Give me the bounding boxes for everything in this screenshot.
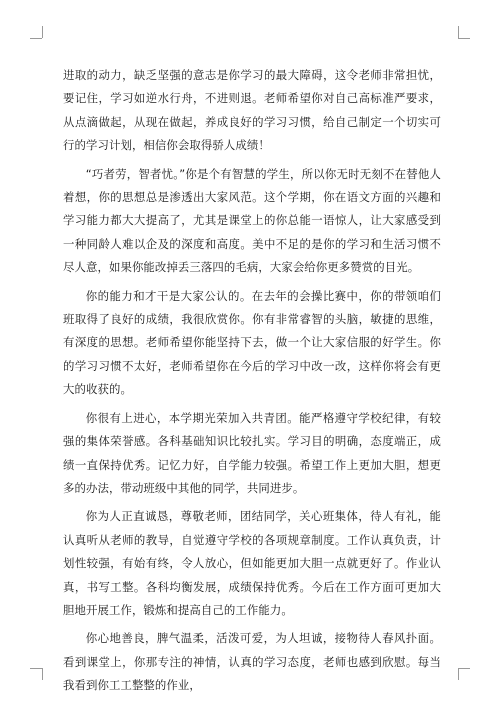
crop-mark-bottom-right-vertical: [458, 668, 459, 680]
crop-mark-bottom-left-horizontal: [30, 668, 42, 669]
crop-mark-top-right-horizontal: [458, 38, 470, 39]
crop-mark-top-right-vertical: [458, 26, 459, 38]
document-body: [63, 64, 441, 703]
paragraph-comment-2: “巧者劳，智者忧。”你是个有智慧的学生，所以你无时无刻不在替他人着想，你的思想总是渗透出大家风范。这个学期，你在语文方面的兴趣和学习能力都大大提高了，尤其是课堂上的你总能一语惊人，让大家感受到一种同龄人难以企及的深度和高度。美中不足的是你的学习和生活习惯不尽人意，如果你能改掉丢三落四的毛病，大家会给你更多赞赏的目光。: [63, 166, 441, 275]
paragraph-comment-6: 你心地善良，脾气温柔，活泼可爱，为人坦诚，接物待人春风扑面。看到课堂上，你那专注的神情，认真的学习态度，老师也感到欣慰。每当我看到你工工整整的作业，: [63, 631, 441, 693]
paragraph-continuation: 进取的动力，缺乏坚强的意志是你学习的最大障碍，这令老师非常担忧，要记住，学习如逆水行舟，不进则退。老师希望你对自己高标准严要求，从点滴做起，从现在做起，养成良好的学习习惯，给自己制定一个切实可行的学习计划，相信你会取得骄人成绩！: [63, 68, 441, 153]
paragraph-comment-3: 你的能力和才干是大家公认的。在去年的会操比赛中，你的带领咱们班取得了良好的成绩，我很欣赏你。你有非常睿智的头脑，敏捷的思维，有深度的思想。老师希望你能坚持下去，做一个让大家信服的好学生。你的学习习惯不太好，老师希望你在今后的学习中改一改，这样你将会有更大的收获的。: [63, 288, 441, 397]
crop-mark-top-left-horizontal: [30, 38, 42, 39]
crop-mark-bottom-right-horizontal: [458, 668, 470, 669]
crop-mark-top-left-vertical: [42, 26, 43, 38]
paragraph-comment-4: 你很有上进心，本学期光荣加入共青团。能严格遵守学校纪律，有较强的集体荣誉感。各科基础知识比较扎实。学习目的明确，态度端正，成绩一直保持优秀。记忆力好，自学能力较强。希望工作上更加大胆，想更多的办法，带动班级中其他的同学，共同进步。: [63, 410, 441, 495]
crop-mark-bottom-left-vertical: [42, 668, 43, 680]
paragraph-comment-5: 你为人正直诚恳，尊敬老师，团结同学，关心班集体，待人有礼，能认真听从老师的教导，自觉遵守学校的各项规章制度。工作认真负责，计划性较强，有始有终，令人放心，但如能更加大胆一点就更好了。作业认真，书写工整。各科均衡发展，成绩保持优秀。今后在工作方面可更加大胆地开展工作，锻炼和提高自己的工作能力。: [63, 509, 441, 617]
